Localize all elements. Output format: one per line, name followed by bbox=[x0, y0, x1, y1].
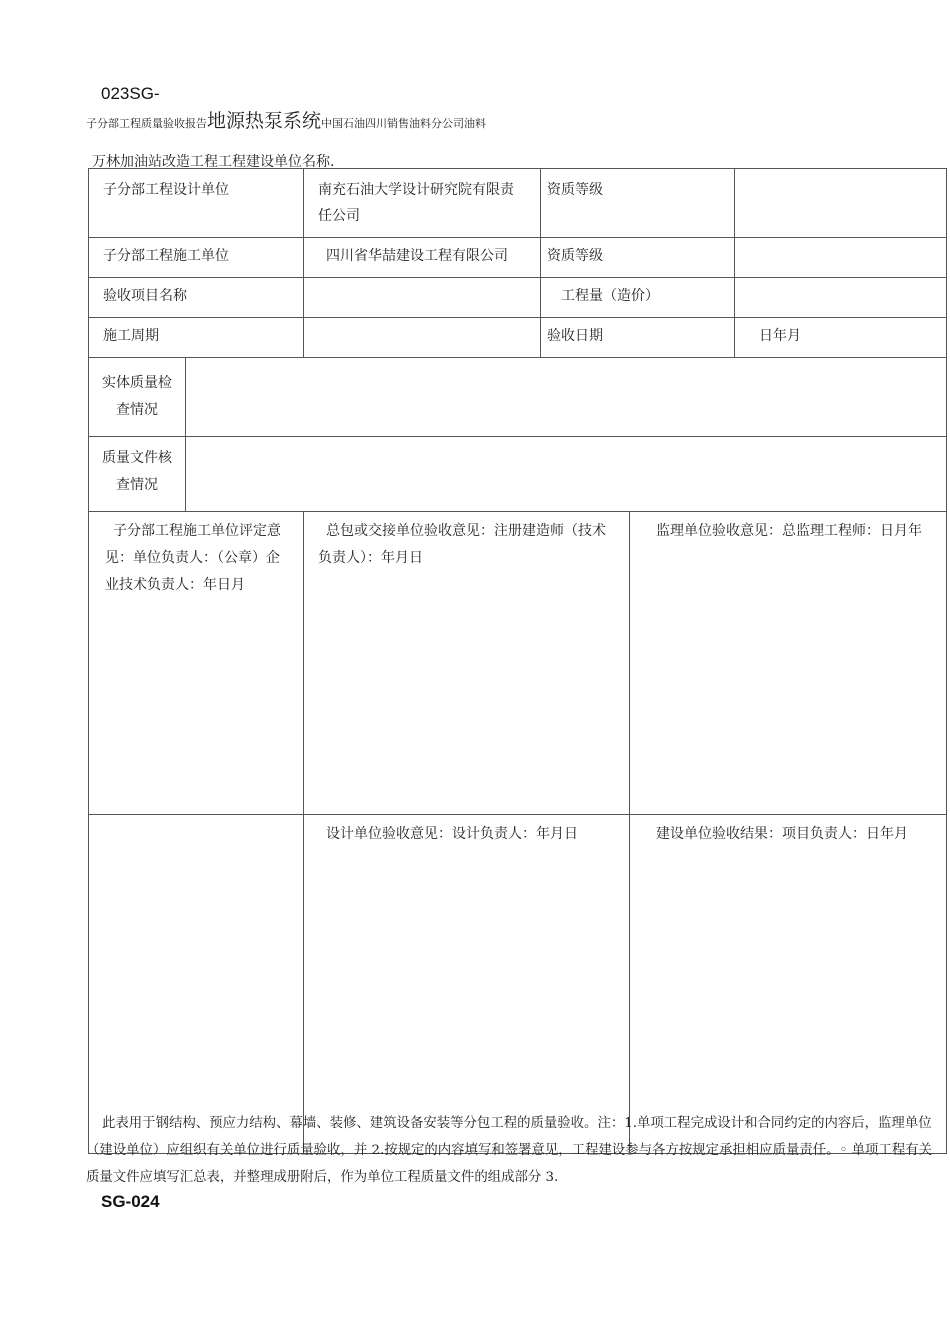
qualification-value-2 bbox=[735, 238, 946, 254]
table-row bbox=[89, 318, 947, 358]
table-row bbox=[89, 512, 947, 815]
system-name: 地源热泵系统 bbox=[207, 110, 322, 132]
document-code-top: 023SG- bbox=[101, 84, 160, 103]
table-row bbox=[89, 815, 947, 1154]
report-label: 子分部工程质量验收报告 bbox=[86, 117, 207, 130]
quality-docs-value bbox=[186, 437, 946, 453]
general-contractor-opinion: 总包或交接单位验收意见：注册建造师（技术负责人）：年月日 bbox=[318, 523, 606, 566]
company-name: 中国石油四川销售油料分公司油料 bbox=[321, 117, 487, 130]
table-row bbox=[89, 358, 947, 437]
acceptance-table bbox=[88, 168, 947, 1154]
construction-period-value bbox=[304, 318, 540, 334]
entity-quality-label: 实体质量检查情况 bbox=[102, 375, 172, 418]
qualification-label-1: 资质等级 bbox=[547, 182, 603, 198]
document-code-bottom: SG-024 bbox=[101, 1192, 160, 1211]
quality-docs-label: 质量文件核查情况 bbox=[102, 450, 172, 493]
table-row bbox=[89, 238, 947, 278]
acceptance-date-value: 日年月 bbox=[759, 328, 801, 344]
work-quantity-value bbox=[735, 278, 946, 294]
qualification-label-2: 资质等级 bbox=[547, 248, 603, 264]
table-row bbox=[89, 437, 947, 512]
project-name-label: 验收项目名称 bbox=[103, 288, 187, 304]
design-unit-label: 子分部工程设计单位 bbox=[103, 182, 229, 198]
table-row bbox=[89, 169, 947, 238]
supervision-opinion: 监理单位验收意见：总监理工程师：日月年 bbox=[656, 523, 922, 539]
blank-opinion bbox=[89, 815, 303, 827]
acceptance-date-label: 验收日期 bbox=[547, 328, 603, 344]
project-line: 万林加油站改造工程工程建设单位名称. bbox=[92, 154, 335, 170]
table-row bbox=[89, 278, 947, 318]
construction-unit-label: 子分部工程施工单位 bbox=[103, 248, 229, 264]
qualification-value-1 bbox=[735, 169, 946, 185]
report-title-line bbox=[86, 112, 486, 131]
construction-opinion: 子分部工程施工单位评定意见：单位负责人：（公章）企业技术负责人：年日月 bbox=[105, 523, 281, 593]
work-quantity-label: 工程量（造价） bbox=[561, 288, 659, 304]
design-unit-value: 南充石油大学设计研究院有限责任公司 bbox=[318, 182, 514, 224]
construction-period-label: 施工周期 bbox=[103, 328, 159, 344]
owner-opinion: 建设单位验收结果：项目负责人：日年月 bbox=[656, 826, 908, 842]
entity-quality-value bbox=[186, 358, 946, 374]
footer-notes: 此表用于钢结构、预应力结构、幕墙、装修、建筑设备安装等分包工程的质量验收。注：1.单项工程完成设计和合同约定的内容后，监理单位（建设单位）应组织有关单位进行质量验收，并 2.按规定的内容填写和签署意见，工程建设参与各方按规定承担相应质量责任。◦ 单项工程有关质量文件应填写汇总表，并整理成册附后，作为单位工程质量文件的组成部分 3. bbox=[86, 1116, 933, 1185]
design-opinion: 设计单位验收意见：设计负责人：年月日 bbox=[326, 826, 578, 842]
project-name-value bbox=[304, 278, 540, 294]
construction-unit-value: 四川省华喆建设工程有限公司 bbox=[326, 248, 508, 264]
